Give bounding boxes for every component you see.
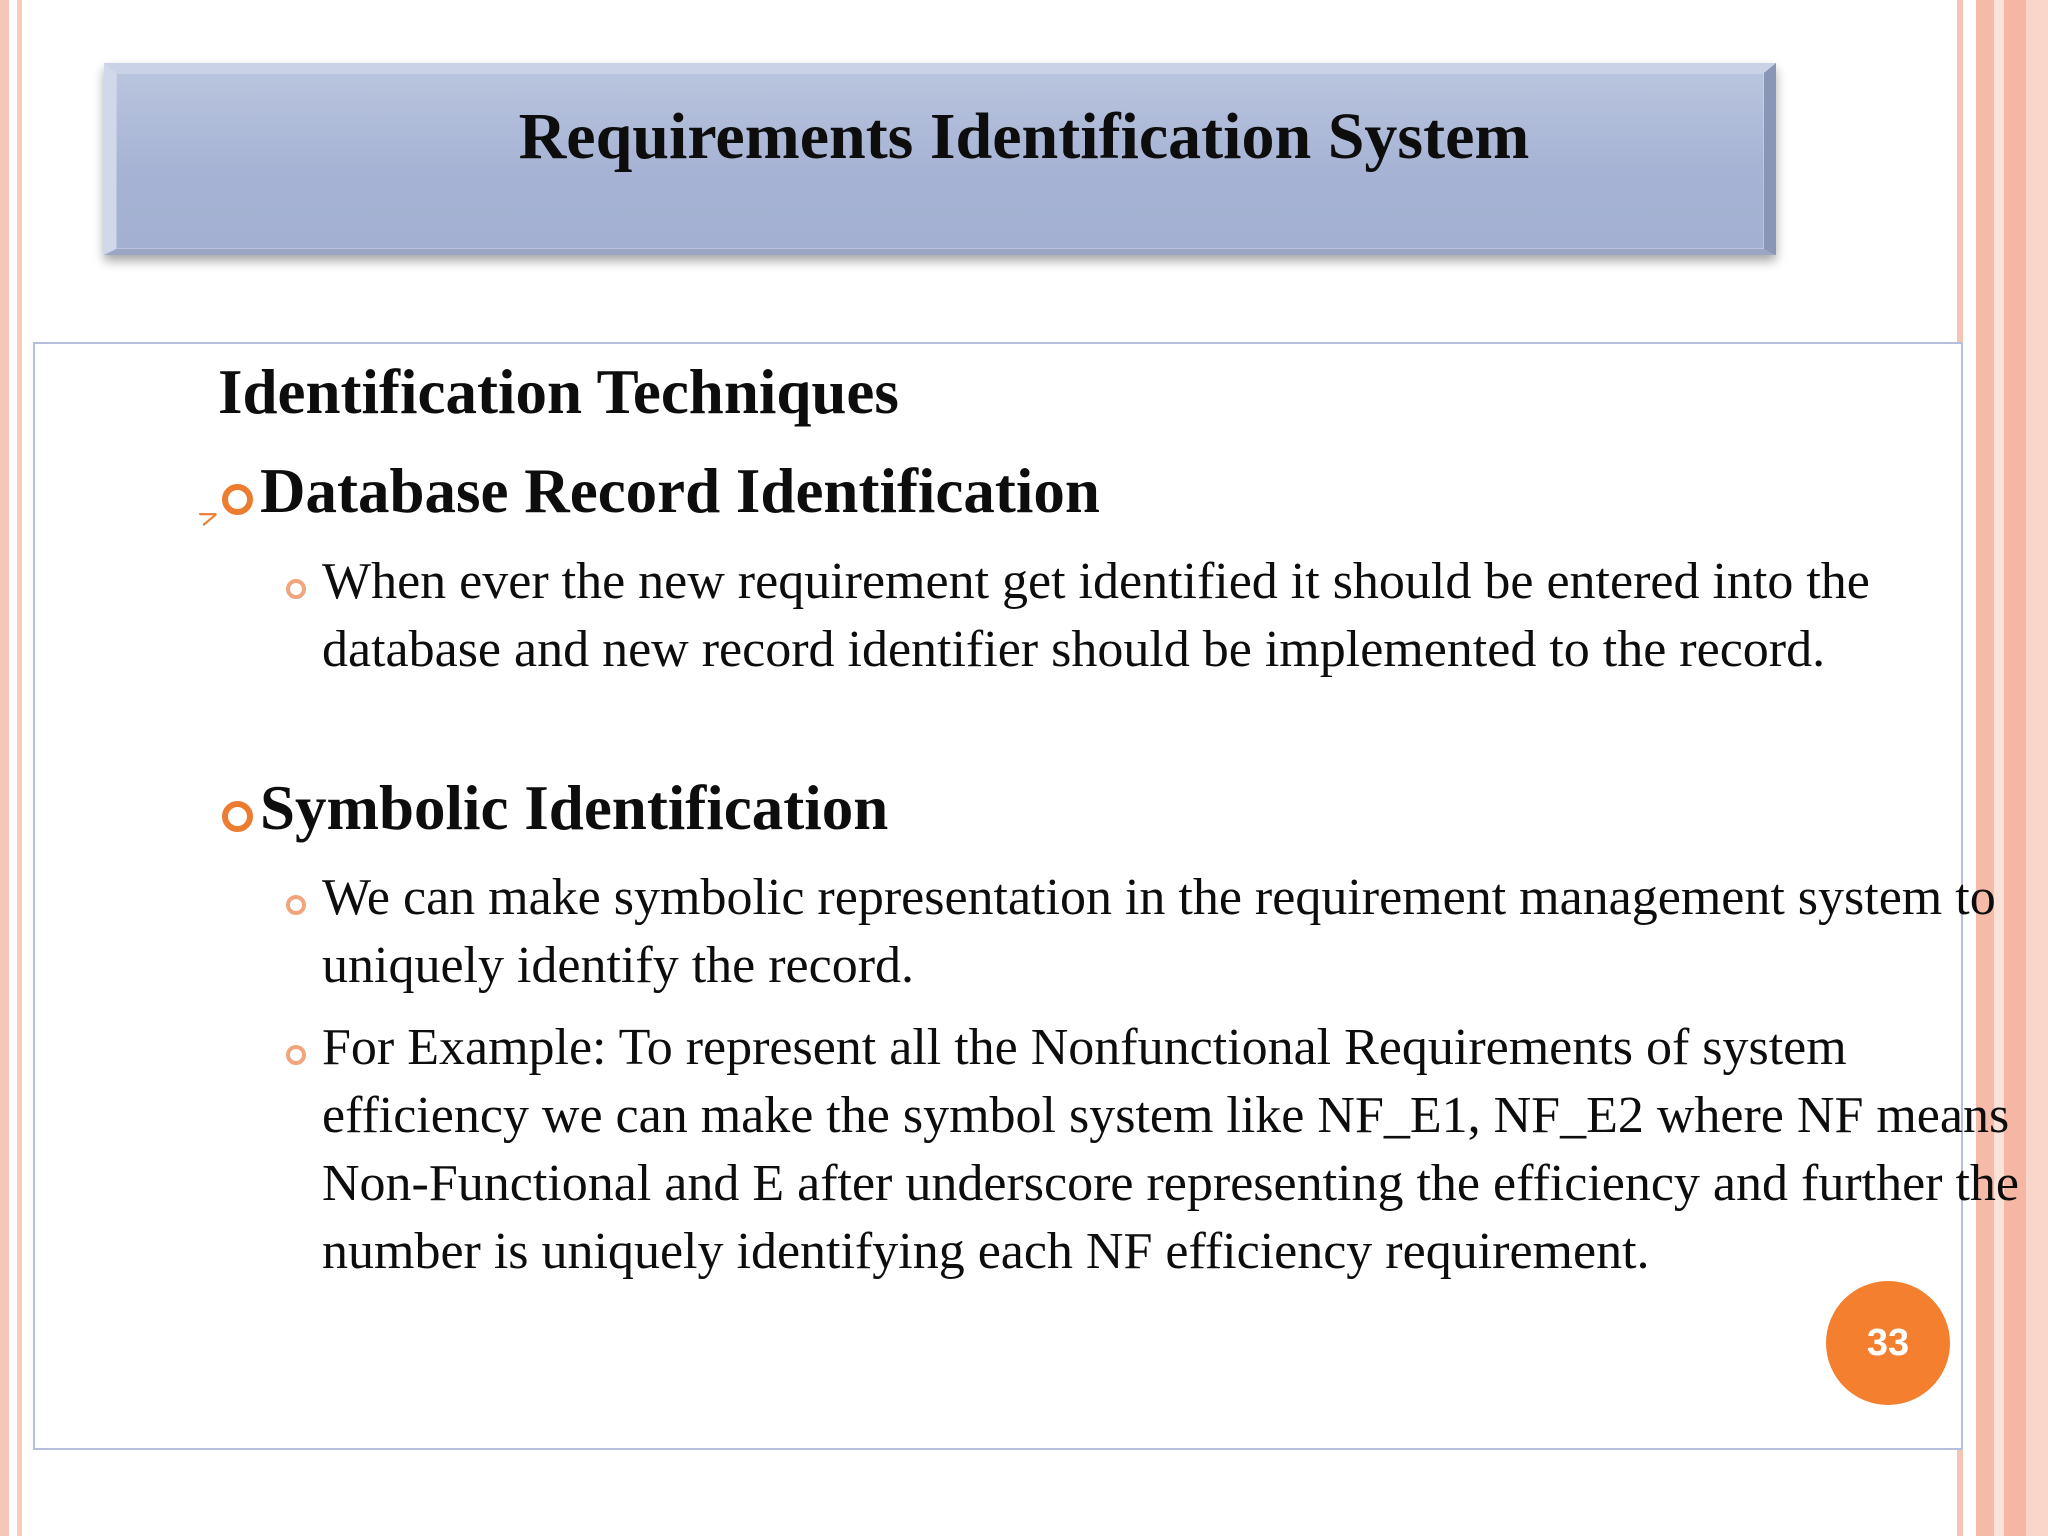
circle-bullet-icon	[286, 895, 306, 915]
bullet-symbolic-identification: Symbolic Identification	[260, 773, 889, 843]
right-stripe	[2004, 0, 2026, 1536]
circle-bullet-icon	[222, 801, 253, 832]
circle-bullet-icon	[286, 579, 306, 599]
section-heading: Identification Techniques	[218, 357, 899, 427]
sub-bullet-text: For Example: To represent all the Nonfunctional Requirements of system efficiency we can make the symbol system like NF_E1, NF_E2 where NF means Non-Functional and E after underscore representing the efficiency and further the number is uniquely identifying each NF efficiency requirement.	[322, 1019, 2020, 1280]
caret-icon: >	[193, 499, 225, 535]
slide-title: Requirements Identification System	[518, 100, 1530, 173]
left-stripe-thin	[17, 0, 22, 1536]
sub-bullet-text: We can make symbolic representation in the requirement management system to uniquely identify the record.	[322, 869, 1996, 994]
bullet-database-record: Database Record Identification	[260, 456, 1100, 526]
left-stripe	[0, 0, 9, 1536]
right-stripe	[2026, 0, 2048, 1536]
circle-bullet-icon	[286, 1045, 306, 1065]
circle-bullet-icon	[222, 484, 253, 515]
right-stripe	[1976, 0, 1994, 1536]
right-stripe	[1994, 0, 2004, 1536]
page-number-badge: 33	[1826, 1281, 1950, 1405]
sub-bullet-text: When ever the new requirement get identified it should be entered into the database and new record identifier should be implemented to the record.	[322, 553, 1870, 678]
